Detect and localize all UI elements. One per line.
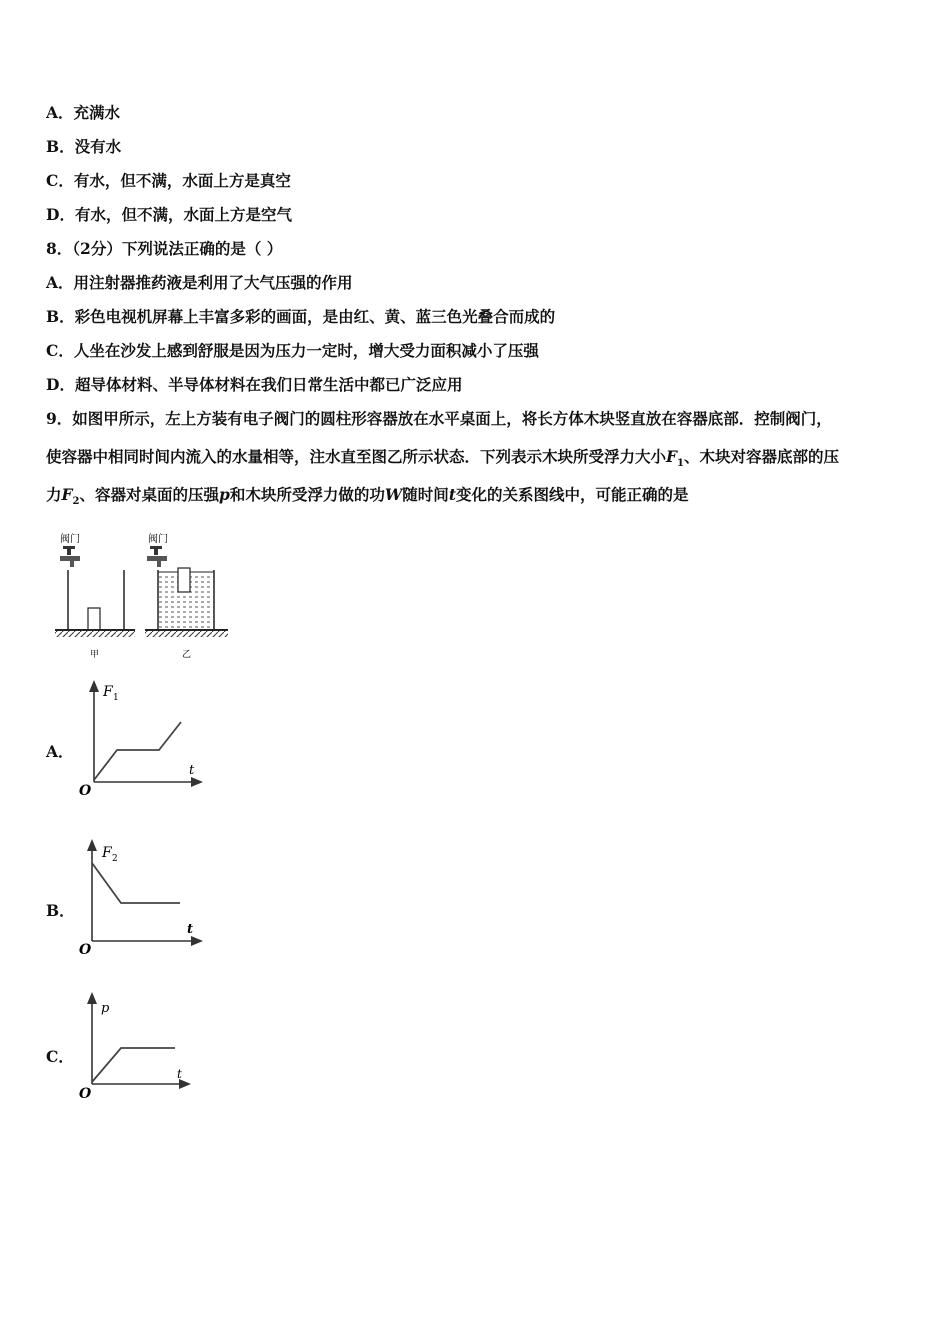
x-axis-label: t xyxy=(177,1067,182,1081)
q8-option-b: B．彩色电视机屏幕上丰富多彩的画面，是由红、黄、蓝三色光叠合而成的 xyxy=(46,307,556,326)
q9-option-c-letter: C． xyxy=(46,1047,74,1066)
graph-line-b xyxy=(92,863,180,903)
q9-stem-line1: 9．如图甲所示，左上方装有电子阀门的圆柱形容器放在水平桌面上，将长方体木块竖直放在容器底部．控制阀门， xyxy=(46,409,832,428)
y-axis-label: F xyxy=(103,684,113,700)
q9-container-figure xyxy=(50,530,235,660)
valve-icon-left xyxy=(60,546,80,567)
y-axis-subscript: 1 xyxy=(113,693,119,703)
y-axis-arrow xyxy=(87,992,97,1004)
q9-stem-line3: 力$F_2$、容器对桌面的压强p和木块所受浮力做的功W随时间t变化的关系图线中，可能正确的是 xyxy=(46,485,689,508)
q9-option-b-graph xyxy=(75,837,210,959)
q8-option-c: C．人坐在沙发上感到舒服是因为压力一定时，增大受力面积减小了压强 xyxy=(46,341,539,360)
graph-line-c xyxy=(92,1048,175,1082)
y-axis-arrow xyxy=(87,839,97,851)
q9-stem-line2: 使容器中相同时间内流入的水量相等，注水直至图乙所示状态．下列表示木块所受浮力大小$F_1$、木块对容器底部的压 xyxy=(46,447,840,470)
q8-option-d: D．超导体材料、半导体材料在我们日常生活中都已广泛应用 xyxy=(46,375,463,394)
q7-option-c: C．有水，但不满，水面上方是真空 xyxy=(46,171,291,190)
q9-option-c-graph xyxy=(75,990,200,1102)
wood-block-right xyxy=(178,568,190,592)
graph-line-a xyxy=(94,722,181,780)
valve-label-right: 阀门 xyxy=(148,534,168,545)
q9-option-a-letter: A． xyxy=(46,742,74,761)
origin-label: O xyxy=(79,1086,92,1102)
wood-block-left xyxy=(88,608,100,630)
q7-option-d: D．有水，但不满，水面上方是空气 xyxy=(46,205,292,224)
x-axis-arrow xyxy=(191,777,203,787)
y-axis-label: p xyxy=(101,1001,110,1016)
valve-label-left: 阀门 xyxy=(60,534,80,545)
table-surface-right xyxy=(145,631,228,637)
q9-option-b-letter: B． xyxy=(46,901,75,920)
x-axis-label: t xyxy=(189,763,195,778)
y-axis-label: F xyxy=(102,845,112,861)
origin-label: O xyxy=(79,783,92,799)
caption-left: 甲 xyxy=(90,650,100,660)
x-axis-label: t xyxy=(187,922,194,937)
table-surface-left xyxy=(55,631,135,637)
x-axis-arrow xyxy=(191,936,203,946)
q7-option-a: A．充满水 xyxy=(46,103,121,122)
q9-option-a-graph xyxy=(75,678,210,800)
valve-icon-right xyxy=(147,546,167,567)
q7-option-b: B．没有水 xyxy=(46,137,122,156)
caption-right: 乙 xyxy=(182,650,192,660)
y-axis-arrow xyxy=(89,680,99,692)
origin-label: O xyxy=(79,942,92,958)
q8-stem: 8．（2分）下列说法正确的是（ ） xyxy=(46,239,283,258)
y-axis-subscript: 2 xyxy=(112,854,118,864)
q8-option-a: A．用注射器推药液是利用了大气压强的作用 xyxy=(46,273,353,292)
